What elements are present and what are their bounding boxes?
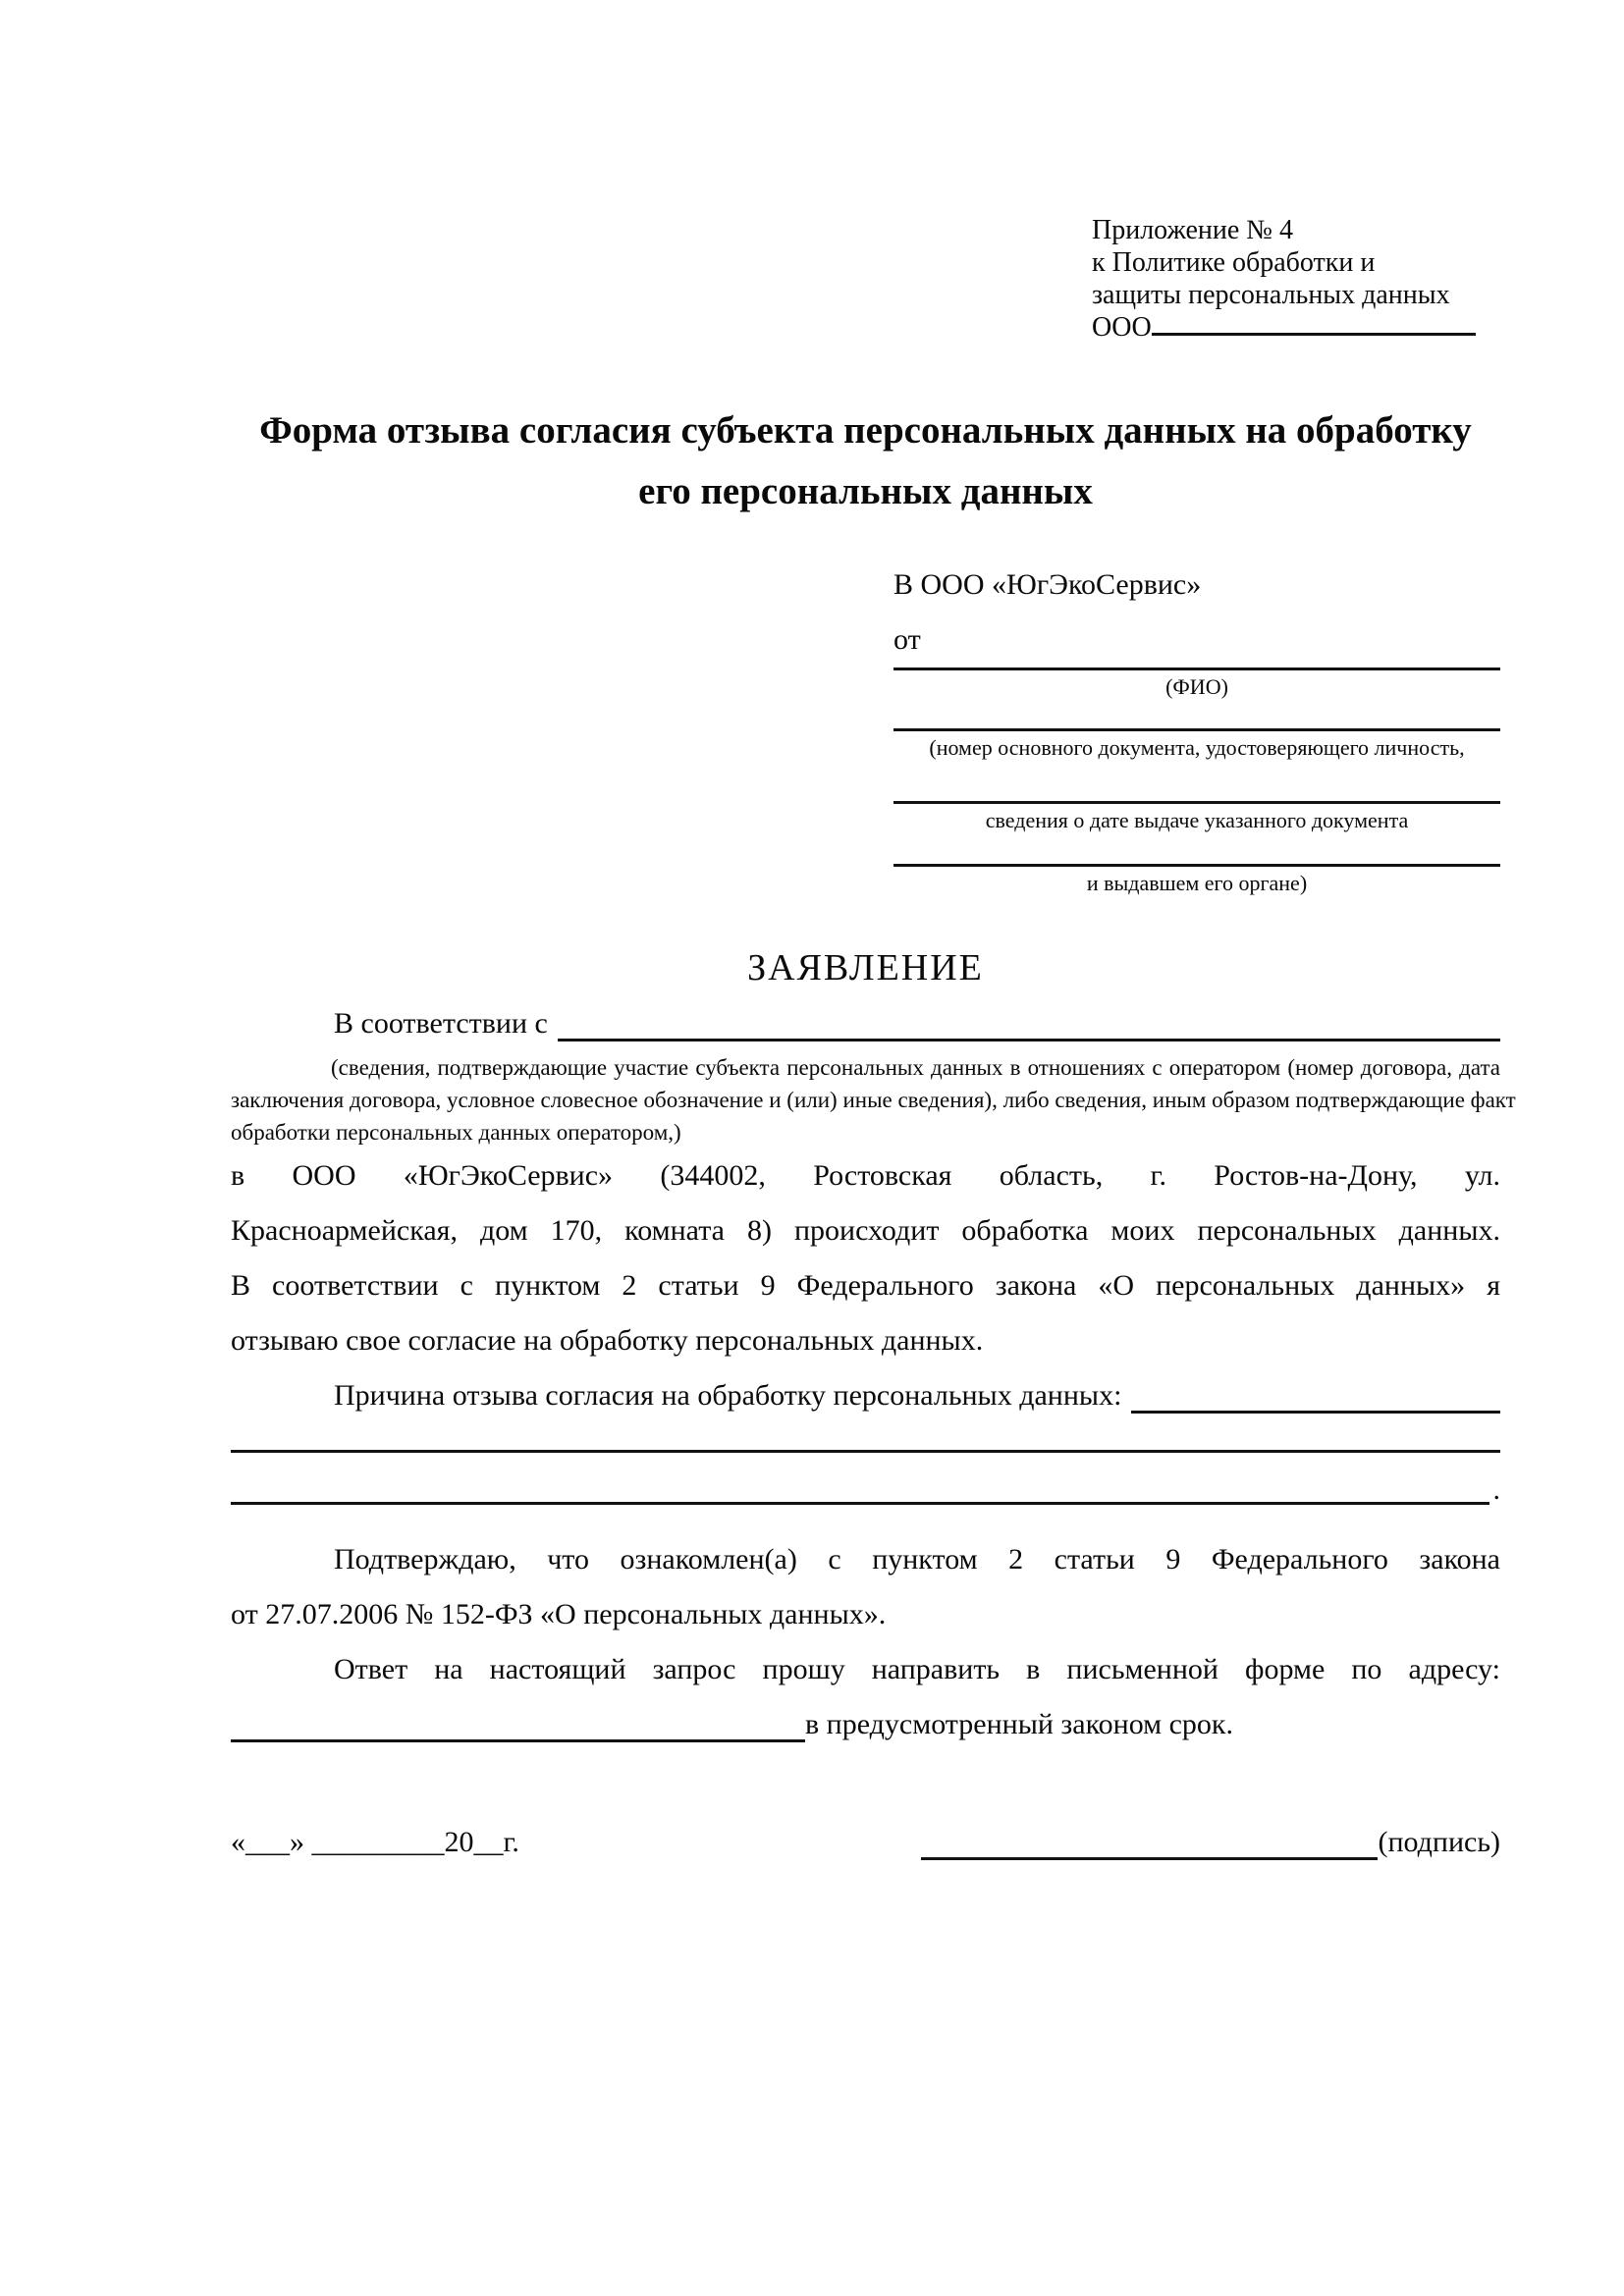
- signature-caption: (подпись): [1378, 1826, 1500, 1858]
- addressee-from-label: от: [893, 613, 1500, 670]
- document-number-caption: (номер основного документа, удостоверяющего личность,: [929, 735, 1465, 760]
- reason-label: Причина отзыва согласия на обработку персональных данных:: [334, 1379, 1122, 1412]
- document-number-blank: [893, 704, 1500, 731]
- signature-area: [921, 1815, 1500, 1870]
- addressee-block: [893, 558, 1500, 900]
- intro-prefix: В соответствии с: [334, 1007, 548, 1040]
- company-prefix: ООО: [1092, 312, 1152, 343]
- note-line-3: обработки персональных данных оператором,): [231, 1120, 681, 1145]
- appendix-line-4: [1092, 311, 1500, 344]
- document-issuer-blank: [893, 837, 1500, 867]
- reason-blank-start: [1131, 1368, 1500, 1414]
- fio-caption: (ФИО): [1165, 674, 1228, 699]
- reason-blank-line-2-rule: [231, 1463, 1489, 1505]
- confirmation-line-2: от 27.07.2006 № 152-ФЗ «О персональных данных».: [231, 1598, 887, 1630]
- reply-line-1: Ответ на настоящий запрос прошу направить в письменной форме по адресу:: [334, 1653, 1500, 1685]
- appendix-line-2: к Политике обработки и: [1092, 247, 1376, 278]
- date-blank: «___» _________20__г.: [231, 1826, 519, 1858]
- reason-blank-line-1: [231, 1423, 1500, 1453]
- document-title-line-1: Форма отзыва согласия субъекта персональных данных на обработку: [259, 409, 1472, 452]
- reason-line: [231, 1368, 1500, 1423]
- statement-heading: ЗАЯВЛЕНИЕ: [747, 947, 984, 988]
- intro-line: [231, 996, 1500, 1051]
- body-line-1: в ООО «ЮгЭкоСервис» (344002, Ростовская область, г. Ростов-на-Дону, ул.: [231, 1159, 1500, 1192]
- confirmation-line-1: Подтверждаю, что ознакомлен(а) с пунктом 2 статьи 9 Федерального закона: [334, 1543, 1500, 1575]
- appendix-line-1: Приложение № 4: [1092, 215, 1293, 245]
- reason-period: .: [1492, 1473, 1500, 1506]
- explanatory-note: [231, 1051, 1516, 1148]
- document-issuer-caption: и выдавшем его органе): [1086, 871, 1308, 895]
- document-title: [231, 400, 1500, 522]
- document-issue-date-caption: сведения о дате выдаче указанного документа: [985, 808, 1409, 832]
- reply-address-blank: [231, 1697, 805, 1742]
- intro-blank: [558, 996, 1500, 1041]
- body-line-3: В соответствии с пунктом 2 статьи 9 Федерального закона «О персональных данных» я: [231, 1269, 1500, 1302]
- reply-line-2-suffix: в предусмотренный законом срок.: [805, 1708, 1233, 1740]
- note-line-1: (сведения, подтверждающие участие субъекта персональных данных в отношениях с оператором (номер договора, дата: [331, 1055, 1500, 1080]
- reply-paragraph: [231, 1642, 1500, 1697]
- appendix-header: [1092, 214, 1500, 344]
- document-title-line-2: его персональных данных: [638, 470, 1093, 512]
- body-line-2: Красноармейская, дом 170, комната 8) происходит обработка моих персональных данных.: [231, 1214, 1500, 1247]
- company-name-blank: [1152, 311, 1476, 336]
- appendix-line-3: защиты персональных данных: [1092, 280, 1450, 310]
- reply-address-line: [231, 1697, 1500, 1752]
- note-line-2: заключения договора, условное словесное обозначение и (или) иные сведения), либо сведения, иным образом подтверждающие факт: [231, 1088, 1516, 1112]
- reason-blank-line-2: [231, 1453, 1500, 1505]
- signature-blank: [921, 1815, 1378, 1860]
- document-issue-date-blank: [893, 765, 1500, 804]
- confirmation-paragraph: [231, 1532, 1500, 1642]
- footer-row: [231, 1815, 1500, 1870]
- main-paragraph: [231, 1148, 1500, 1368]
- body-line-4: отзываю свое согласие на обработку персональных данных.: [231, 1324, 984, 1357]
- addressee-to: В ООО «ЮгЭкоСервис»: [893, 568, 1202, 601]
